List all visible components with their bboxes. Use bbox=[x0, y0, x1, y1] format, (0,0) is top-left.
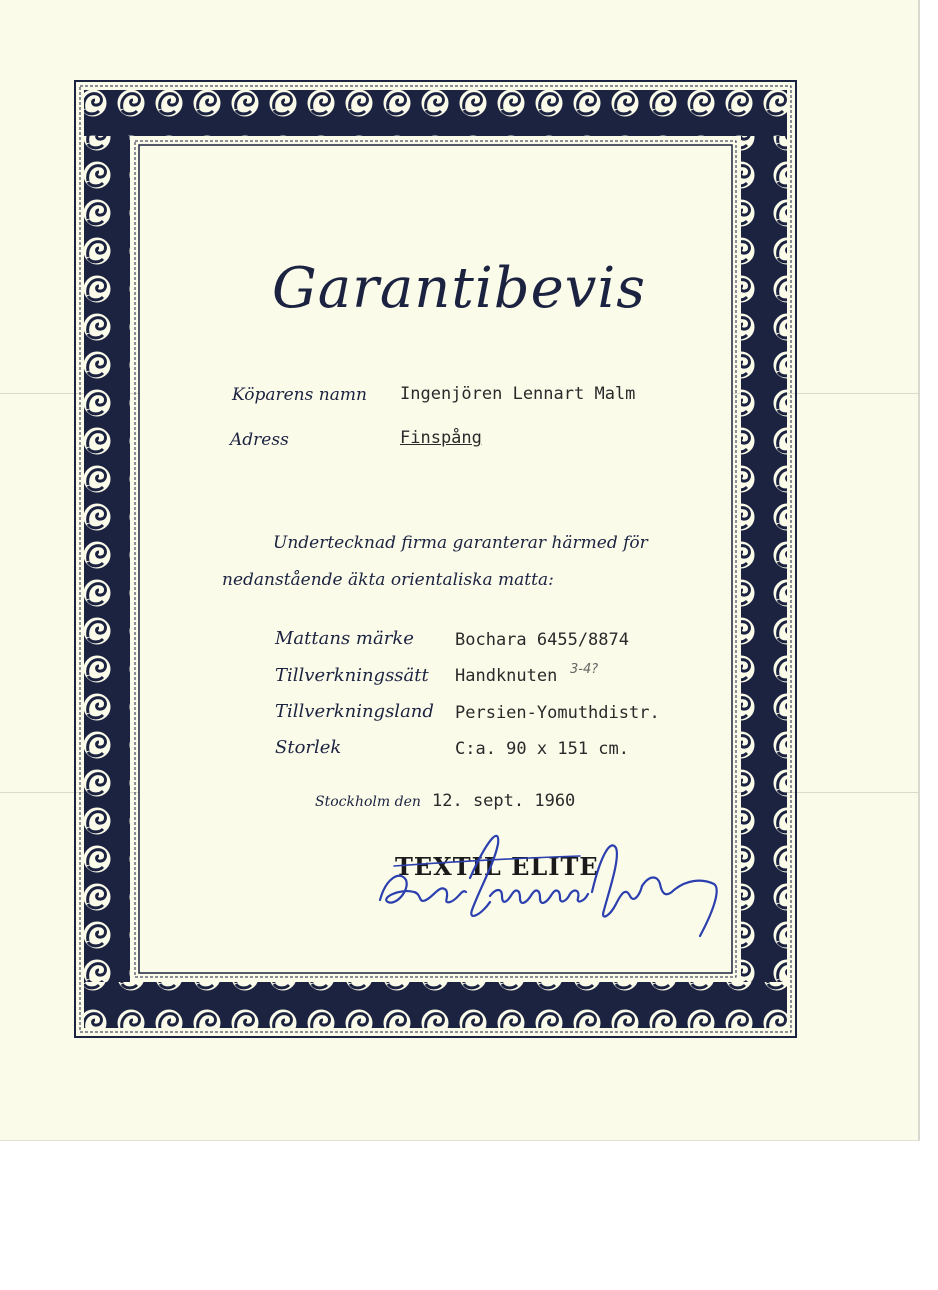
rug-size-label: Storlek bbox=[275, 737, 342, 758]
manufacturing-country-label: Tillverkningsland bbox=[275, 701, 434, 722]
manufacturing-country-value: Persien-Yomuthdistr. bbox=[455, 703, 660, 723]
rug-size-value: C:a. 90 x 151 cm. bbox=[455, 739, 629, 759]
place-label: Stockholm den bbox=[315, 794, 421, 810]
address-label: Adress bbox=[230, 430, 289, 450]
document-title: Garantibevis bbox=[272, 256, 647, 321]
rug-brand-label: Mattans märke bbox=[275, 628, 414, 649]
manufacturing-method-label: Tillverkningssätt bbox=[275, 665, 429, 686]
handwritten-note: 3-4? bbox=[570, 662, 599, 677]
manufacturing-method-value: Handknuten bbox=[455, 666, 558, 686]
buyer-name-value: Ingenjören Lennart Malm bbox=[400, 384, 636, 404]
company-stamp: TEXTIL ELITE bbox=[395, 852, 599, 881]
buyer-name-label: Köparens namn bbox=[232, 385, 367, 405]
date-value: 12. sept. 1960 bbox=[432, 791, 576, 811]
address-value: Finspång bbox=[400, 428, 482, 448]
guarantee-statement-line-2: nedanstående äkta orientaliska matta: bbox=[222, 570, 554, 590]
signature-icon bbox=[370, 818, 725, 948]
guarantee-statement-line-1: Undertecknad firma garanterar härmed för bbox=[273, 533, 648, 553]
rug-brand-value: Bochara 6455/8874 bbox=[455, 630, 629, 650]
